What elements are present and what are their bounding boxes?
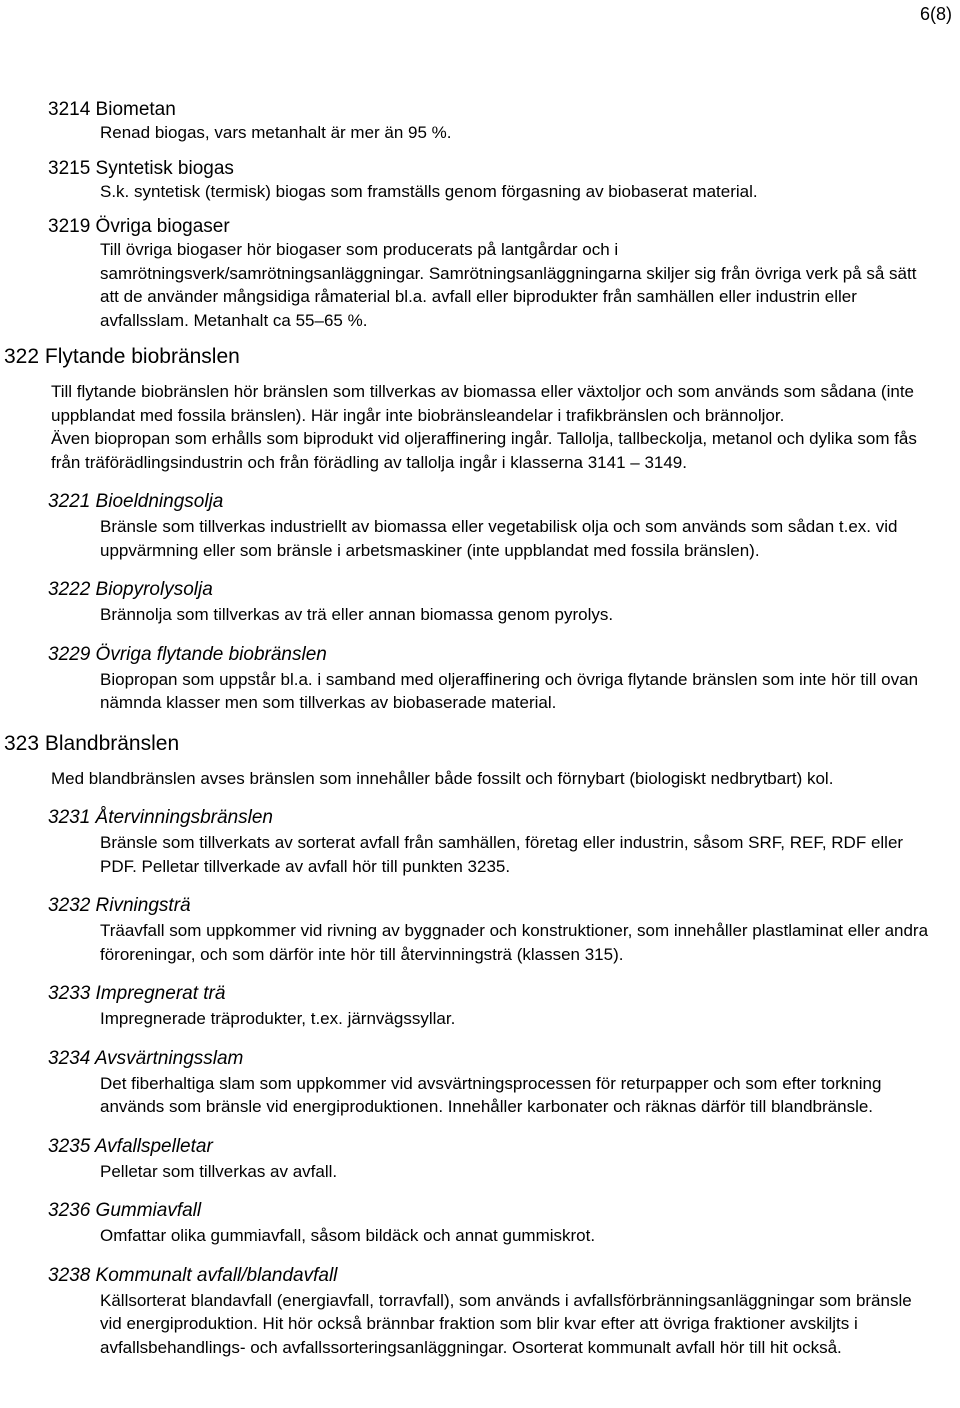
text-3215: S.k. syntetisk (termisk) biogas som framställs genom förgasning av biobaserat material.: [100, 181, 758, 201]
heading-3222: 3222 Biopyrolysolja: [48, 579, 213, 600]
text-322-2: Även biopropan som erhålls som biprodukt vid oljeraffinering ingår. Tallolja, tallbeckolja, metanol och dylika som fås från träförädlingsindustrin och från förädling av tallolja ingår i klasserna 3141 – 3149.: [51, 429, 917, 472]
text-3234: Det fiberhaltiga slam som uppkommer vid avsvärtningsprocessen för returpapper och som efter torkning används som bränsle vid energiproduktionen. Innehåller karbonater och räknas därför till blandbränsle.: [100, 1073, 882, 1116]
heading-3235: 3235 Avfallspelletar: [48, 1135, 213, 1157]
text-3219: Till övriga biogaser hör biogaser som producerats på lantgårdar och i samrötningsverk/samrötningsanläggningar. Samrötningsanläggningarna skiljer sig från övriga verk på så sätt att de använder mångsidiga råmaterial bl.a. avfall eller biprodukter från samhällen eller industrin eller avfallsslam. Metanhalt ca 55–65 %.: [100, 240, 917, 330]
heading-3215: 3215 Syntetisk biogas: [48, 157, 234, 179]
heading-322: 322 Flytande biobränslen: [4, 345, 240, 368]
heading-3233: 3233 Impregnerat trä: [48, 983, 226, 1004]
heading-3234: 3234 Avsvärtningsslam: [48, 1047, 244, 1069]
text-3232: Träavfall som uppkommer vid rivning av byggnader och konstruktioner, som innehåller plastlaminat eller andra föroreningar, och som därför inte hör till återvinningsträ (klassen 315).: [100, 921, 929, 964]
heading-3221: 3221 Bioeldningsolja: [48, 491, 224, 512]
text-3238: Källsorterat blandavfall (energiavfall, torravfall), som används i avfallsförbränningsanläggningar som bränsle vid energiproduktion. Hit hör också brännbar fraktion som blir kvar efter att övriga fraktioner avskiljts i avfallsbehandlings- och avfallssorteringsanläggningar. Osorterat kommunalt avfall hör till hit också.: [100, 1290, 912, 1357]
heading-3236: 3236 Gummiavfall: [48, 1200, 202, 1221]
text-3236: Omfattar olika gummiavfall, såsom bildäck och annat gummiskrot.: [100, 1226, 596, 1245]
text-3235: Pelletar som tillverkas av avfall.: [100, 1161, 338, 1181]
heading-3238: 3238 Kommunalt avfall/blandavfall: [48, 1264, 338, 1286]
text-3214: Renad biogas, vars metanhalt är mer än 95 %.: [100, 123, 452, 142]
text-3221: Bränsle som tillverkas industriellt av biomassa eller vegetabilisk olja och som används som sådan t.ex. vid uppvärmning eller som bränsle i arbetsmaskiner (inte uppblandat med fossila bränslen).: [100, 517, 898, 560]
text-323: Med blandbränslen avses bränslen som innehåller både fossilt och förnybart (biologiskt nedbrytbart) kol.: [51, 768, 834, 788]
text-322-1: Till flytande biobränslen hör bränslen som tillverkas av biomassa eller växtoljor och som används som sådana (inte uppblandat med fossila bränslen). Här ingår inte biobränsleandelar i trafikbränslen och brännoljor.: [51, 382, 915, 425]
heading-323: 323 Blandbränslen: [4, 731, 180, 755]
heading-3219: 3219 Övriga biogaser: [48, 216, 230, 237]
heading-3231: 3231 Återvinningsbränslen: [48, 807, 273, 828]
text-3229: Biopropan som uppstår bl.a. i samband med oljeraffinering och övriga flytande bränslen som inte hör till ovan nämnda klasser men som tillverkas av biobaserade material.: [100, 669, 919, 712]
page-number: 6(8): [919, 4, 952, 24]
document-body: [0, 98, 960, 1359]
text-3231: Bränsle som tillverkats av sorterat avfall från samhällen, företag eller industrin, såsom SRF, REF, RDF eller PDF. Pelletar tillverkade av avfall hör till punkten 3235.: [100, 833, 904, 876]
text-3222: Brännolja som tillverkas av trä eller annan biomassa genom pyrolys.: [100, 605, 614, 624]
text-3233: Impregnerade träprodukter, t.ex. järnvägssyllar.: [100, 1009, 456, 1028]
heading-3214: 3214 Biometan: [48, 99, 176, 120]
heading-3232: 3232 Rivningsträ: [48, 895, 191, 916]
heading-3229: 3229 Övriga flytande biobränslen: [48, 643, 327, 665]
